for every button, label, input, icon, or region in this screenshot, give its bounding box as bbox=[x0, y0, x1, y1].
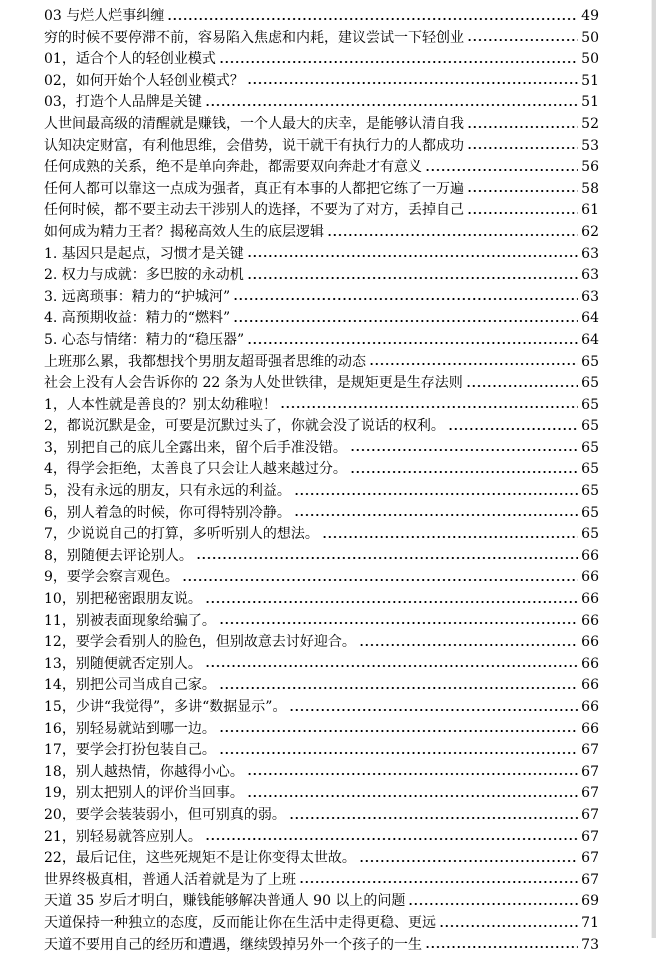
toc-dot-leader bbox=[247, 793, 578, 799]
toc-dot-leader bbox=[280, 404, 578, 410]
toc-entry[interactable] bbox=[44, 136, 599, 158]
toc-dot-leader bbox=[247, 275, 578, 281]
toc-entry-title: 7，少说说自己的打算，多听听别人的想法。 bbox=[44, 526, 319, 543]
toc-entry[interactable] bbox=[44, 481, 599, 503]
toc-dot-leader bbox=[196, 555, 578, 561]
toc-entry[interactable] bbox=[44, 222, 599, 244]
toc-entry-page-number: 65 bbox=[581, 353, 599, 370]
toc-dot-leader bbox=[408, 901, 578, 907]
toc-dot-leader bbox=[350, 447, 578, 453]
toc-entry-title: 4. 高预期收益：精力的“燃料” bbox=[44, 310, 231, 327]
toc-entry[interactable] bbox=[44, 200, 599, 222]
toc-entry[interactable] bbox=[44, 848, 599, 870]
toc-dot-leader bbox=[233, 318, 578, 324]
toc-entry[interactable] bbox=[44, 870, 599, 892]
toc-entry-title: 1. 基因只是起点，习惯才是关键 bbox=[44, 245, 244, 262]
toc-entry-page-number: 71 bbox=[581, 914, 599, 931]
toc-entry-page-number: 66 bbox=[581, 677, 599, 694]
toc-entry-title: 任何成熟的关系，绝不是单向奔赴，都需要双向奔赴才有意义 bbox=[44, 159, 422, 176]
toc-entry[interactable] bbox=[44, 632, 599, 654]
toc-entry[interactable] bbox=[44, 913, 599, 935]
toc-entry-page-number: 50 bbox=[581, 29, 599, 46]
toc-entry-page-number: 64 bbox=[581, 331, 599, 348]
toc-dot-leader bbox=[467, 124, 578, 130]
toc-dot-leader bbox=[247, 771, 578, 777]
toc-entry-title: 5. 心态与情绪：精力的“稳压器” bbox=[44, 331, 245, 348]
toc-entry-page-number: 65 bbox=[581, 439, 599, 456]
toc-entry-title: 如何成为精力王者？揭秘高效人生的底层逻辑 bbox=[44, 223, 324, 240]
toc-entry-title: 13，别随便就否定别人。 bbox=[44, 655, 202, 672]
toc-dot-leader bbox=[448, 426, 578, 432]
toc-entry-page-number: 69 bbox=[581, 893, 599, 910]
toc-entry-title: 02，如何开始个人轻创业模式？ bbox=[44, 72, 244, 89]
toc-dot-leader bbox=[205, 663, 578, 669]
toc-entry[interactable] bbox=[44, 28, 599, 50]
toc-entry[interactable] bbox=[44, 762, 599, 784]
toc-entry-page-number: 66 bbox=[581, 720, 599, 737]
toc-dot-leader bbox=[182, 577, 578, 583]
toc-entry-page-number: 56 bbox=[581, 159, 599, 176]
toc-entry-title: 任何时候，都不要主动去干涉别人的选择，不要为了对方，丢掉自己 bbox=[44, 202, 464, 219]
toc-entry-page-number: 66 bbox=[581, 547, 599, 564]
toc-entry-title: 17，要学会打扮包装自己。 bbox=[44, 742, 216, 759]
toc-entry-page-number: 67 bbox=[581, 742, 599, 759]
toc-entry-page-number: 66 bbox=[581, 634, 599, 651]
toc-dot-leader bbox=[205, 599, 578, 605]
toc-dot-leader bbox=[359, 642, 578, 648]
toc-entry-title: 14，别把公司当成自己家。 bbox=[44, 677, 216, 694]
toc-entry-title: 21，别轻易就答应别人。 bbox=[44, 828, 202, 845]
toc-entry-title: 社会上没有人会告诉你的 22 条为人处世铁律，是规矩更是生存法则 bbox=[44, 375, 463, 392]
toc-entry-page-number: 52 bbox=[581, 115, 599, 132]
toc-dot-leader bbox=[466, 383, 578, 389]
toc-entry-page-number: 62 bbox=[581, 223, 599, 240]
toc-entry[interactable] bbox=[44, 891, 599, 913]
toc-dot-leader bbox=[467, 210, 578, 216]
toc-entry-title: 任何人都可以靠这一点成为强者，真正有本事的人都把它练了一万遍 bbox=[44, 180, 464, 197]
toc-entry-page-number: 66 bbox=[581, 655, 599, 672]
toc-entry-page-number: 66 bbox=[581, 612, 599, 629]
toc-entry-title: 22，最后记住，这些死规矩不是让你变得太世故。 bbox=[44, 850, 356, 867]
toc-entry-title: 6，别人着急的时候，你可得特别冷静。 bbox=[44, 504, 291, 521]
toc-entry-page-number: 65 bbox=[581, 396, 599, 413]
toc-entry-title: 上班那么累，我都想找个男朋友超哥强者思维的动态 bbox=[44, 353, 366, 370]
toc-entry-title: 8，别随便去评论别人。 bbox=[44, 547, 193, 564]
toc-dot-leader bbox=[294, 512, 578, 518]
toc-entry-page-number: 65 bbox=[581, 526, 599, 543]
toc-entry[interactable] bbox=[44, 330, 599, 352]
toc-entry[interactable] bbox=[44, 244, 599, 266]
toc-entry-page-number: 66 bbox=[581, 569, 599, 586]
toc-dot-leader bbox=[247, 340, 578, 346]
toc-entry-title: 4，得学会拒绝，太善良了只会让人越来越过分。 bbox=[44, 461, 347, 478]
toc-entry-title: 认知决定财富，有利他思维，会借势，说干就干有执行力的人都成功 bbox=[44, 137, 464, 154]
toc-entry-title: 10，别把秘密跟朋友说。 bbox=[44, 591, 202, 608]
toc-dot-leader bbox=[327, 232, 578, 238]
toc-dot-leader bbox=[425, 167, 578, 173]
toc-entry[interactable] bbox=[44, 49, 599, 71]
toc-entry-title: 天道不要用自己的经历和遭遇，继续毁掉另外一个孩子的一生 bbox=[44, 936, 422, 953]
toc-entry[interactable] bbox=[44, 352, 599, 374]
toc-dot-leader bbox=[205, 836, 578, 842]
toc-entry-title: 3. 远离琐事：精力的“护城河” bbox=[44, 288, 231, 305]
toc-dot-leader bbox=[467, 145, 578, 151]
toc-entry-title: 穷的时候不要停滞不前，容易陷入焦虑和内耗，建议尝试一下轻创业 bbox=[44, 29, 464, 46]
toc-entry[interactable] bbox=[44, 567, 599, 589]
toc-entry[interactable] bbox=[44, 265, 599, 287]
toc-entry[interactable] bbox=[44, 546, 599, 568]
toc-dot-leader bbox=[350, 469, 578, 475]
toc-dot-leader bbox=[205, 102, 578, 108]
toc-entry[interactable] bbox=[44, 287, 599, 309]
toc-entry-title: 03，打造个人品牌是关键 bbox=[44, 94, 202, 111]
toc-entry-title: 世界终极真相，普通人活着就是为了上班 bbox=[44, 871, 296, 888]
toc-entry-title: 20，要学会装装弱小，但可别真的弱。 bbox=[44, 806, 286, 823]
table-of-contents bbox=[44, 6, 599, 956]
toc-entry[interactable] bbox=[44, 157, 599, 179]
toc-entry-page-number: 63 bbox=[581, 267, 599, 284]
toc-entry-page-number: 53 bbox=[581, 137, 599, 154]
toc-entry-page-number: 65 bbox=[581, 483, 599, 500]
toc-entry[interactable] bbox=[44, 416, 599, 438]
toc-entry-page-number: 65 bbox=[581, 418, 599, 435]
toc-entry-title: 18，别人越热情，你越得小心。 bbox=[44, 763, 244, 780]
toc-entry-page-number: 67 bbox=[581, 763, 599, 780]
toc-entry-page-number: 65 bbox=[581, 461, 599, 478]
toc-entry-page-number: 63 bbox=[581, 288, 599, 305]
toc-entry-page-number: 50 bbox=[581, 51, 599, 68]
toc-entry[interactable] bbox=[44, 740, 599, 762]
toc-entry[interactable] bbox=[44, 6, 599, 28]
toc-entry[interactable] bbox=[44, 395, 599, 417]
toc-entry-title: 16，别轻易就站到哪一边。 bbox=[44, 720, 216, 737]
toc-entry-page-number: 51 bbox=[581, 94, 599, 111]
toc-dot-leader bbox=[247, 253, 578, 259]
toc-dot-leader bbox=[294, 491, 578, 497]
toc-entry[interactable] bbox=[44, 179, 599, 201]
toc-entry[interactable] bbox=[44, 805, 599, 827]
toc-entry[interactable] bbox=[44, 675, 599, 697]
toc-entry-page-number: 66 bbox=[581, 591, 599, 608]
toc-entry[interactable] bbox=[44, 308, 599, 330]
toc-dot-leader bbox=[233, 296, 578, 302]
toc-entry-title: 天道 35 岁后才明白，赚钱能够解决普通人 90 以上的问题 bbox=[44, 893, 406, 910]
toc-entry[interactable] bbox=[44, 71, 599, 93]
toc-entry-page-number: 58 bbox=[581, 180, 599, 197]
toc-entry-page-number: 73 bbox=[581, 936, 599, 953]
toc-entry[interactable] bbox=[44, 783, 599, 805]
page-edge-shadow bbox=[652, 0, 656, 938]
toc-entry-page-number: 65 bbox=[581, 504, 599, 521]
toc-entry-page-number: 49 bbox=[581, 8, 599, 24]
toc-entry-title: 人世间最高级的清醒就是赚钱，一个人最大的庆幸，是能够认清自我 bbox=[44, 115, 464, 132]
toc-entry-title: 19，别太把别人的评价当回事。 bbox=[44, 785, 244, 802]
toc-entry-title: 2，都说沉默是金，可要是沉默过头了，你就会没了说话的权利。 bbox=[44, 418, 445, 435]
toc-entry[interactable] bbox=[44, 654, 599, 676]
toc-entry[interactable] bbox=[44, 459, 599, 481]
toc-dot-leader bbox=[219, 59, 578, 65]
toc-dot-leader bbox=[219, 750, 578, 756]
toc-entry-title: 天道保持一种独立的态度，反而能让你在生活中走得更稳、更远 bbox=[44, 914, 436, 931]
toc-dot-leader bbox=[219, 685, 578, 691]
toc-entry-page-number: 67 bbox=[581, 871, 599, 888]
toc-dot-leader bbox=[467, 188, 578, 194]
toc-dot-leader bbox=[322, 534, 578, 540]
toc-entry-title: 15，少讲“我觉得”，多讲“数据显示”。 bbox=[44, 699, 287, 715]
toc-dot-leader bbox=[467, 37, 578, 43]
toc-entry[interactable] bbox=[44, 503, 599, 525]
toc-entry-title: 5，没有永远的朋友，只有永远的利益。 bbox=[44, 483, 291, 500]
toc-entry-title: 3，别把自己的底儿全露出来，留个后手准没错。 bbox=[44, 439, 347, 456]
toc-entry-page-number: 67 bbox=[581, 828, 599, 845]
toc-entry[interactable] bbox=[44, 114, 599, 136]
toc-entry[interactable] bbox=[44, 827, 599, 849]
toc-entry-title: 1，人本性就是善良的？别太幼稚啦！ bbox=[44, 396, 277, 413]
toc-dot-leader bbox=[289, 707, 578, 713]
toc-entry[interactable] bbox=[44, 589, 599, 611]
toc-entry-title: 12，要学会看别人的脸色，但别故意去讨好迎合。 bbox=[44, 634, 356, 651]
toc-entry-page-number: 67 bbox=[581, 850, 599, 867]
toc-entry-page-number: 61 bbox=[581, 202, 599, 219]
toc-entry[interactable] bbox=[44, 524, 599, 546]
toc-entry[interactable] bbox=[44, 92, 599, 114]
toc-entry-title: 01，适合个人的轻创业模式 bbox=[44, 51, 216, 68]
toc-entry-title: 2. 权力与成就：多巴胺的永动机 bbox=[44, 267, 244, 284]
toc-entry-page-number: 65 bbox=[581, 375, 599, 392]
toc-entry-page-number: 67 bbox=[581, 806, 599, 823]
toc-dot-leader bbox=[359, 858, 578, 864]
toc-dot-leader bbox=[219, 728, 578, 734]
toc-entry-page-number: 67 bbox=[581, 785, 599, 802]
toc-entry-page-number: 66 bbox=[581, 699, 599, 715]
toc-entry[interactable] bbox=[44, 438, 599, 460]
toc-entry[interactable] bbox=[44, 719, 599, 741]
toc-entry-page-number: 63 bbox=[581, 245, 599, 262]
toc-dot-leader bbox=[439, 923, 578, 929]
toc-dot-leader bbox=[289, 815, 578, 821]
toc-entry-page-number: 51 bbox=[581, 72, 599, 89]
toc-entry-title: 9，要学会察言观色。 bbox=[44, 569, 179, 586]
toc-dot-leader bbox=[299, 879, 578, 885]
toc-entry[interactable] bbox=[44, 373, 599, 395]
toc-dot-leader bbox=[219, 620, 578, 626]
toc-entry-page-number: 64 bbox=[581, 310, 599, 327]
toc-dot-leader bbox=[247, 80, 578, 86]
toc-entry-title: 03 与烂人烂事纠缠 bbox=[44, 8, 165, 24]
toc-dot-leader bbox=[167, 16, 578, 22]
toc-dot-leader bbox=[369, 361, 578, 367]
toc-entry[interactable] bbox=[44, 611, 599, 633]
toc-entry[interactable] bbox=[44, 697, 599, 719]
toc-dot-leader bbox=[425, 944, 578, 950]
toc-entry-title: 11，别被表面现象给骗了。 bbox=[44, 612, 216, 629]
